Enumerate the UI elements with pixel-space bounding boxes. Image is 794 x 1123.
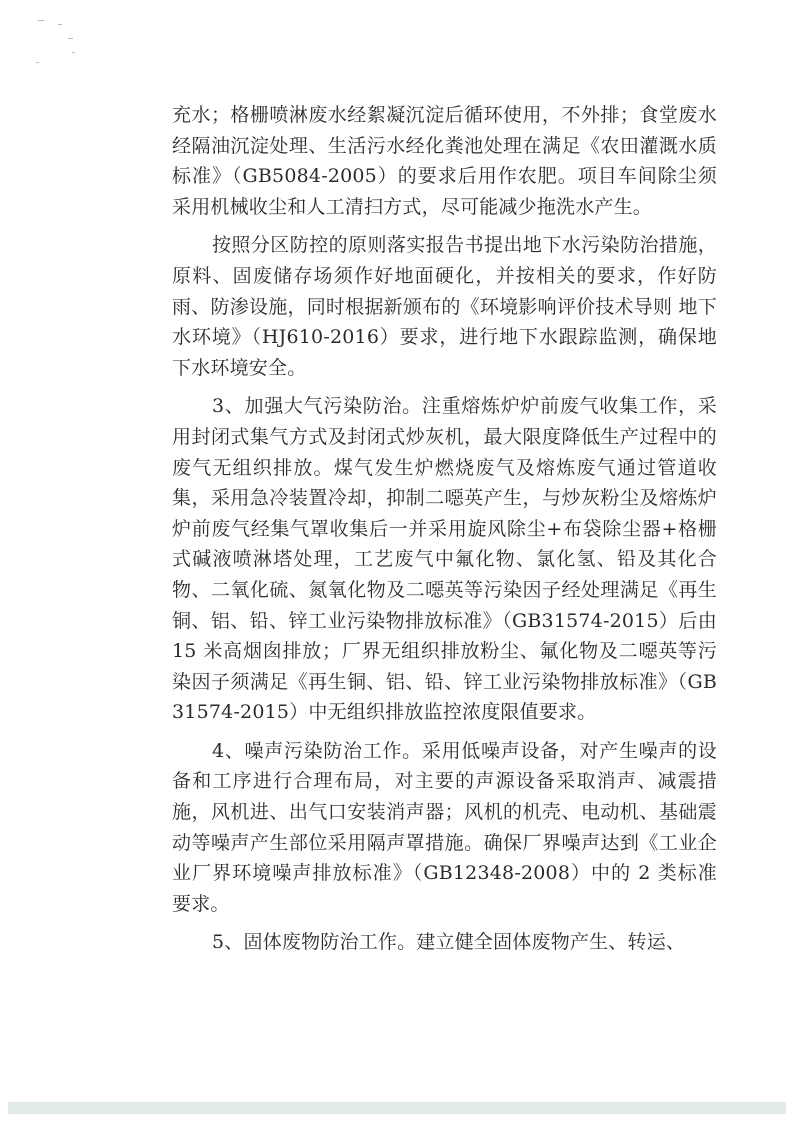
document-body bbox=[172, 100, 717, 958]
paragraph-groundwater: 按照分区防控的原则落实报告书提出地下水污染防治措施，原料、固废储存场须作好地面硬化，并按相关的要求，作好防雨、防渗设施，同时根据新颁布的《环境影响评价技术导则 地下水环境》（HJ610-2016）要求，进行地下水跟踪监测，确保地下水环境安全。 bbox=[172, 234, 717, 379]
scan-bottom-band bbox=[8, 1102, 786, 1114]
paragraph-air-pollution: 3、加强大气污染防治。注重熔炼炉炉前废气收集工作，采用封闭式集气方式及封闭式炒灰机，最大限度降低生产过程中的废气无组织排放。煤气发生炉燃烧废气及熔炼废气通过管道收集，采用急冷装置冷却，抑制二噁英产生，与炒灰粉尘及熔炼炉炉前废气经集气罩收集后一并采用旋风除尘+布袋除尘器+格栅式碱液喷淋塔处理，工艺废气中氟化物、氯化氢、铅及其化合物、二氧化硫、氮氧化物及二噁英等污染因子经处理满足《再生铜、铝、铅、锌工业污染物排放标准》（GB31574-2015）后由 15 米高烟囱排放；厂界无组织排放粉尘、氟化物及二噁英等污染因子须满足《再生铜、铝、铅、锌工业污染物排放标准》（GB31574-2015）中无组织排放监控浓度限值要求。 bbox=[172, 395, 717, 724]
paragraph-wastewater: 充水；格栅喷淋废水经絮凝沉淀后循环使用，不外排；食堂废水经隔油沉淀处理、生活污水经化粪池处理在满足《农田灌溉水质标准》（GB5084-2005）的要求后用作农肥。项目车间除尘须采用机械收尘和人工清扫方式，尽可能减少拖洗水产生。 bbox=[172, 104, 717, 218]
paragraph-solid-waste: 5、固体废物防治工作。建立健全固体废物产生、转运、 bbox=[212, 931, 686, 954]
paragraph-noise: 4、噪声污染防治工作。采用低噪声设备，对产生噪声的设备和工序进行合理布局，对主要的声源设备采取消声、减震措施，风机进、出气口安装消声器；风机的机壳、电动机、基础震动等噪声产生部位采用隔声罩措施。确保厂界噪声达到《工业企业厂界环境噪声排放标准》（GB12348-2008）中的 2 类标准要求。 bbox=[172, 739, 717, 915]
